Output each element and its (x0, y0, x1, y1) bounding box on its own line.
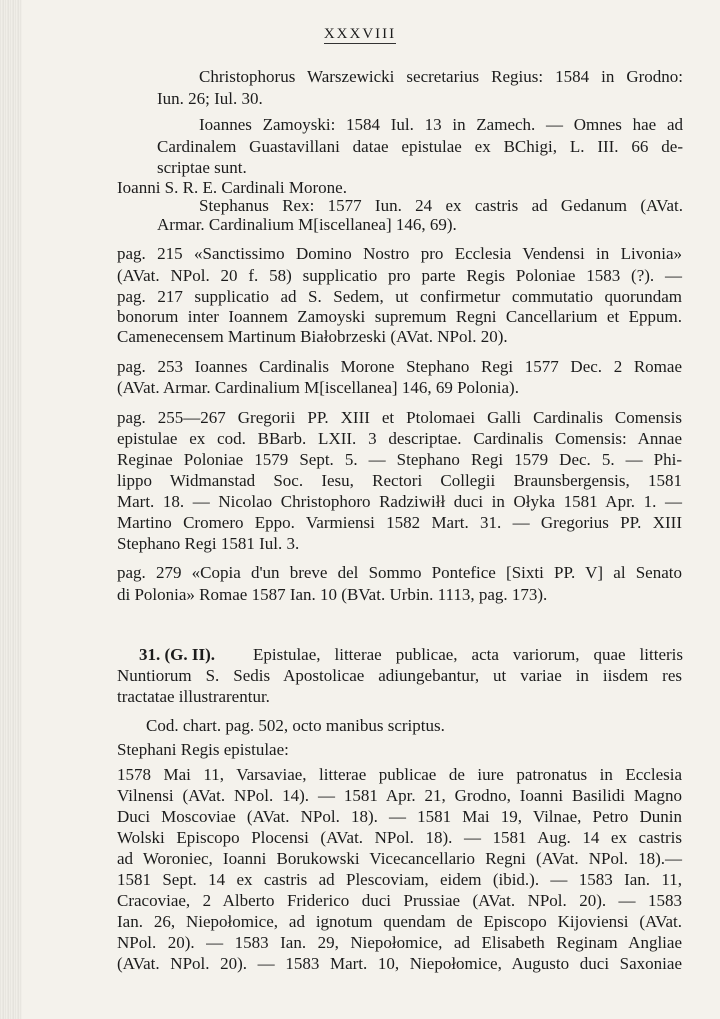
text-line: NPol. 20). — 1583 Ian. 29, Niepołomice, ad Elisabeth Reginam Angliae (117, 933, 682, 952)
text-line: epistulae ex cod. BBarb. LXII. 3 descriptae. Cardinalis Comensis: Annae (117, 429, 682, 448)
text-line: (AVat. Armar. Cardinalium M[iscellanea] 146, 69 Polonia). (117, 378, 519, 397)
text-line: bonorum inter Ioannem Zamoyski supremum Regni Cancellarium et Eppum. (117, 307, 682, 326)
text-line: (AVat. NPol. 20). — 1583 Mart. 10, Niepołomice, Augusto duci Saxoniae (117, 954, 682, 973)
text-line: Iun. 26; Iul. 30. (157, 89, 263, 108)
text-line: Reginae Poloniae 1579 Sept. 5. — Stephano Regi 1579 Dec. 5. — Phi- (117, 450, 682, 469)
text-line: tractatae illustrarentur. (117, 687, 270, 706)
text-line: Stephanus Rex: 1577 Iun. 24 ex castris ad Gedanum (AVat. (199, 196, 683, 215)
text-line: pag. 217 supplicatio ad S. Sedem, ut confirmetur commutatio quorundam (117, 287, 682, 306)
text-line: di Polonia» Romae 1587 Ian. 10 (BVat. Urbin. 1113, pag. 173). (117, 585, 548, 604)
text-line: Cod. chart. pag. 502, octo manibus scriptus. (146, 716, 445, 735)
text-line: lippo Widmanstad Soc. Iesu, Rectori Collegii Braunsbergensis, 1581 (117, 471, 682, 490)
text-line: pag. 255—267 Gregorii PP. XIII et Ptolomaei Galli Cardinalis Comensis (117, 408, 682, 427)
text-line: Armar. Cardinalium M[iscellanea] 146, 69). (157, 215, 457, 234)
text-line: 1578 Mai 11, Varsaviae, litterae publicae de iure patronatus in Ecclesia (117, 765, 682, 784)
text-line: Camenecensem Martinum Białobrzeski (AVat. NPol. 20). (117, 327, 508, 346)
text-line: Wolski Episcopo Plocensi (AVat. NPol. 18). — 1581 Aug. 14 ex castris (117, 828, 682, 847)
text-line: Stephano Regi 1581 Iul. 3. (117, 534, 300, 553)
text-line: pag. 279 «Copia d'un breve del Sommo Pontefice [Sixti PP. V] al Senato (117, 563, 682, 582)
text-line: Cracoviae, 2 Alberto Friderico duci Prussiae (AVat. NPol. 20). — 1583 (117, 891, 682, 910)
section-number: 31. (G. II). (139, 645, 216, 664)
text-line: Ioanni S. R. E. Cardinali Morone. (117, 178, 347, 197)
text-line: Martino Cromero Eppo. Varmiensi 1582 Mart. 31. — Gregorius PP. XIII (117, 513, 682, 532)
text-line: Duci Moscoviae (AVat. NPol. 18). — 1581 Mai 19, Vilnae, Petro Dunin (117, 807, 682, 826)
text-line: pag. 253 Ioannes Cardinalis Morone Stephano Regi 1577 Dec. 2 Romae (117, 357, 682, 376)
page-number: XXXVIII (323, 26, 397, 42)
text-line: Ioannes Zamoyski: 1584 Iul. 13 in Zamech. — Omnes hae ad (199, 115, 683, 134)
text-line: ad Woroniec, Ioanni Borukowski Vicecancellario Regni (AVat. NPol. 18).— (117, 849, 682, 868)
text-line: Stephani Regis epistulae: (117, 740, 289, 759)
text-line: scriptae sunt. (157, 158, 247, 177)
text-line: Ian. 26, Niepołomice, ad ignotum quendam de Episcopo Kijoviensi (AVat. (117, 912, 682, 931)
text-line: 1581 Sept. 14 ex castris ad Plescoviam, eidem (ibid.). — 1583 Ian. 11, (117, 870, 682, 889)
text-line: (AVat. NPol. 20 f. 58) supplicatio pro parte Regis Poloniae 1583 (?). — (117, 266, 682, 285)
text-line: Nuntiorum S. Sedis Apostolicae adiungebantur, ut variae in iisdem res (117, 666, 682, 685)
text-line: Christophorus Warszewicki secretarius Regius: 1584 in Grodno: (199, 67, 683, 86)
page-header (0, 26, 720, 43)
text-line: Vilnensi (AVat. NPol. 14). — 1581 Apr. 21, Grodno, Ioanni Basilidi Magno (117, 786, 682, 805)
text-line: Epistulae, litterae publicae, acta variorum, quae litteris (253, 645, 683, 664)
text-line: pag. 215 «Sanctissimo Domino Nostro pro Ecclesia Vendensi in Livonia» (117, 244, 682, 263)
text-line: Cardinalem Guastavillani datae epistulae ex BChigi, L. III. 66 de- (157, 137, 683, 156)
text-line: Mart. 18. — Nicolao Christophoro Radziwiłł duci in Ołyka 1581 Apr. 1. — (117, 492, 682, 511)
